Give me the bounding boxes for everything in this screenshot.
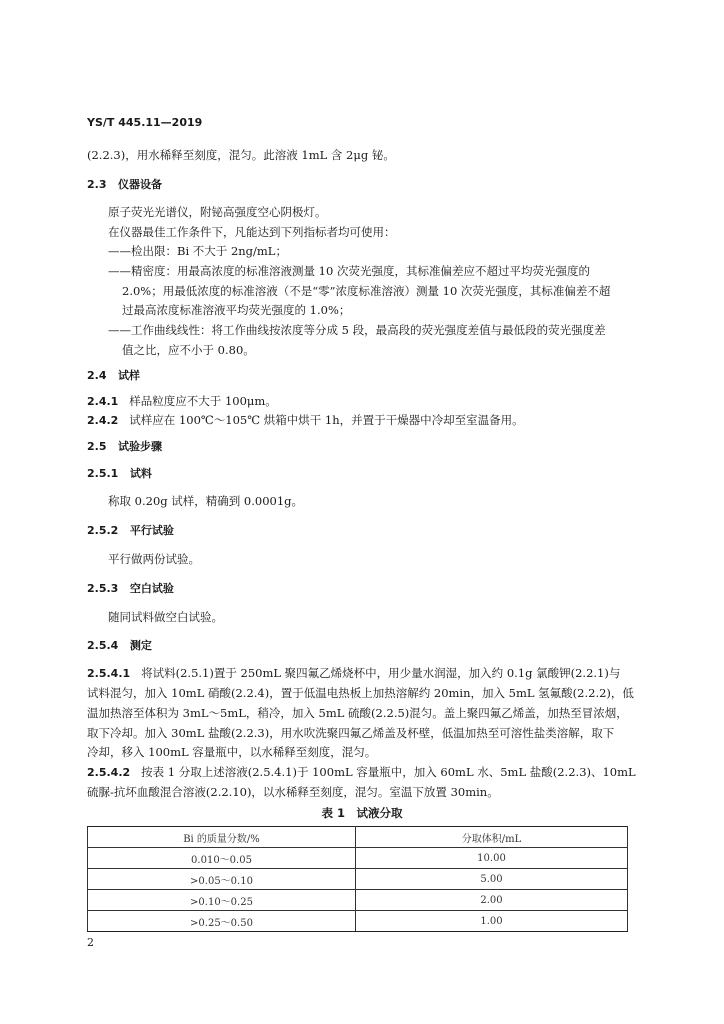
clause-number: 2.5.4.2	[87, 766, 131, 779]
table-header-cell: 分取体积/mL	[356, 827, 628, 848]
clause-text: 按表 1 分取上述溶液(2.5.4.1)于 100mL 容量瓶中，加入 60mL 水、5mL 盐酸(2.2.3)、10mL	[141, 765, 636, 779]
parallel-test-text: 平行做两份试验。	[108, 552, 200, 566]
clause-number: 2.5.1	[87, 467, 119, 480]
clause-text: 样品粒度应不大于 100μm。	[129, 394, 277, 408]
clause-2-5-3-heading	[87, 582, 174, 596]
clause-2-5-4-heading	[87, 639, 152, 653]
table-cell: 0.010～0.05	[88, 848, 356, 869]
table-row	[88, 848, 628, 869]
precision-line-2: 2.0%；用最低浓度的标准溶液（不是“零”浓度标准溶液）测量 10 次荧光强度，其标准偏差不超	[122, 284, 611, 298]
precision-line-3: 过最高浓度标准溶液平均荧光强度的 1.0%；	[122, 303, 351, 317]
section-number: 2.3	[87, 178, 107, 191]
section-title: 仪器设备	[118, 178, 162, 191]
section-2-3-heading	[87, 178, 162, 192]
table-cell: 5.00	[356, 869, 628, 890]
table-cell: >0.25～0.50	[88, 911, 356, 932]
standard-code: YS/T 445.11—2019	[87, 116, 203, 129]
section-2-4-heading	[87, 369, 140, 383]
table-1-title: 表 1 试液分取	[321, 806, 403, 820]
procedure-2-5-4-1-line-3: 温加热溶至体积为 3mL～5mL，稍冷，加入 5mL 硫酸(2.2.5)混匀。盖上聚四氟乙烯盖，加热至冒浓烟，	[87, 706, 628, 720]
table-cell: 2.00	[356, 890, 628, 911]
clause-title: 试料	[129, 467, 152, 480]
procedure-2-5-4-1-line-4: 取下冷却。加入 30mL 盐酸(2.2.3)，用水吹洗聚四氟乙烯盖及杯壁，低温加热至可溶性盐类溶解，取下	[87, 726, 615, 740]
clause-number: 2.4.1	[87, 395, 119, 408]
clause-number: 2.4.2	[87, 414, 119, 427]
clause-number: 2.5.4.1	[87, 667, 131, 680]
section-number: 2.4	[87, 369, 107, 382]
page-number: 2	[87, 936, 94, 949]
section-2-5-heading	[87, 440, 162, 454]
section-title: 试验步骤	[118, 440, 162, 453]
weighing-text: 称取 0.20g 试样，精确到 0.0001g。	[108, 494, 304, 508]
blank-test-text: 随同试料做空白试验。	[108, 610, 223, 624]
clause-2-5-1-heading	[87, 467, 152, 481]
procedure-2-5-4-1-line-5: 冷却，移入 100mL 容量瓶中，以水稀释至刻度，混匀。	[87, 745, 377, 759]
clause-2-5-2-heading	[87, 524, 174, 538]
instrument-line: 原子荧光光谱仪，附铋高强度空心阴极灯。	[108, 205, 327, 219]
table-row	[88, 911, 628, 932]
intro-line: (2.2.3)，用水稀释至刻度，混匀。此溶液 1mL 含 2μg 铋。	[87, 148, 395, 162]
clause-title: 空白试验	[129, 582, 174, 595]
precision-line-1: ——精密度：用最高浓度的标准溶液测量 10 次荧光强度，其标准偏差应不超过平均荧光强度的	[108, 264, 590, 278]
table-1	[87, 826, 628, 932]
linearity-line-2: 值之比，应不小于 0.80。	[122, 343, 255, 357]
clause-text: 将试料(2.5.1)置于 250mL 聚四氟乙烯烧杯中，用少量水润湿，加入约 0.1g 氯酸钾(2.2.1)与	[141, 666, 621, 680]
clause-2-4-1	[87, 394, 277, 409]
table-row	[88, 890, 628, 911]
clause-text: 试样应在 100℃～105℃ 烘箱中烘干 1h，并置于干燥器中冷却至室温备用。	[129, 413, 524, 427]
clause-number: 2.5.4	[87, 639, 119, 652]
clause-2-4-2	[87, 413, 524, 428]
linearity-line-1: ——工作曲线线性：将工作曲线按浓度等分成 5 段，最高段的荧光强度差值与最低段的荧光强度差	[108, 323, 606, 337]
procedure-2-5-4-1-line-1	[87, 666, 620, 681]
table-cell: 1.00	[356, 911, 628, 932]
table-header-row	[88, 827, 628, 848]
procedure-2-5-4-2-line-2: 硫脲-抗坏血酸混合溶液(2.2.10)，以水稀释至刻度，混匀。室温下放置 30min。	[87, 785, 499, 799]
procedure-2-5-4-2-line-1	[87, 765, 636, 780]
table-cell: >0.10～0.25	[88, 890, 356, 911]
section-number: 2.5	[87, 440, 107, 453]
table-cell: >0.05～0.10	[88, 869, 356, 890]
table-header-cell: Bi 的质量分数/%	[88, 827, 356, 848]
section-title: 试样	[118, 369, 140, 382]
table-row	[88, 869, 628, 890]
procedure-2-5-4-1-line-2: 试料混匀，加入 10mL 硝酸(2.2.4)，置于低温电热板上加热溶解约 20min，加入 5mL 氢氟酸(2.2.2)，低	[87, 686, 634, 700]
clause-number: 2.5.2	[87, 524, 119, 537]
clause-title: 平行试验	[129, 524, 174, 537]
clause-title: 测定	[129, 639, 152, 652]
table-cell: 10.00	[356, 848, 628, 869]
detection-limit: ——检出限：Bi 不大于 2ng/mL；	[108, 244, 287, 258]
clause-number: 2.5.3	[87, 582, 119, 595]
conditions-line: 在仪器最佳工作条件下，凡能达到下列指标者均可使用：	[108, 225, 396, 239]
